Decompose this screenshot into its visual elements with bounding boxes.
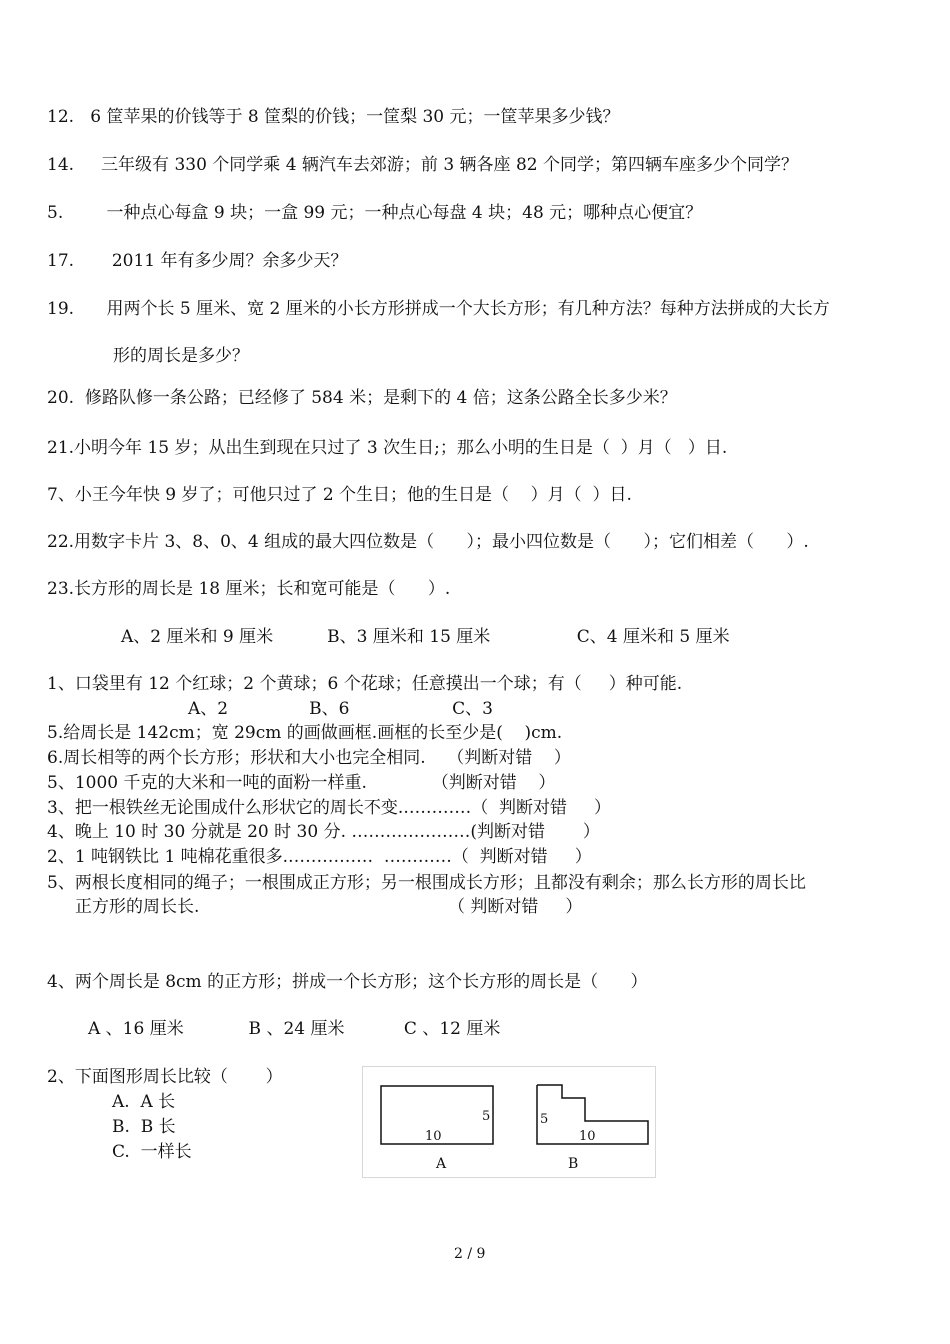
judge-5-ropes: 5、两根长度相同的绳子；一根围成正方形；另一根围成长方形；且都没有剩余；那么长方形的周长比 bbox=[47, 873, 806, 893]
shape-b-label: B bbox=[568, 1156, 579, 1172]
judge-6: 6.周长相等的两个长方形；形状和大小也完全相同. （判断对错 ） bbox=[47, 748, 571, 768]
option-b: B. B 长 bbox=[112, 1117, 176, 1137]
option-a: A. A 长 bbox=[112, 1092, 176, 1112]
question-19: 19. 用两个长 5 厘米、宽 2 厘米的小长方形拼成一个大长方形；有几种方法？每种方法拼成的大长方 bbox=[47, 299, 830, 319]
question-5-frame: 5.给周长是 142cm；宽 29cm 的画做画框.画框的长至少是( )cm. bbox=[47, 723, 563, 743]
judge-5: 5、1000 千克的大米和一吨的面粉一样重. （判断对错 ） bbox=[47, 773, 556, 793]
shape-a-width-label: 10 bbox=[425, 1129, 442, 1144]
judge-4: 4、晚上 10 时 30 分就是 20 时 30 分. …………………(判断对错 ） bbox=[47, 822, 600, 842]
question-7: 7、小王今年快 9 岁了；可他只过了 2 个生日；他的生日是（ ）月（ ）日. bbox=[47, 485, 632, 505]
question-12: 12. 6 筐苹果的价钱等于 8 筐梨的价钱；一筐梨 30 元；一筐苹果多少钱？ bbox=[47, 107, 620, 127]
shape-a-height-label: 5 bbox=[482, 1109, 491, 1124]
perimeter-figure-drawing bbox=[363, 1067, 655, 1177]
shape-b-width-label: 10 bbox=[579, 1129, 596, 1144]
question-4-options: A 、16 厘米 B 、24 厘米 C 、12 厘米 bbox=[88, 1019, 501, 1039]
shape-b-height-label: 5 bbox=[540, 1112, 549, 1127]
shape-a-label: A bbox=[436, 1156, 447, 1172]
page-number: 2 / 9 bbox=[454, 1246, 486, 1262]
question-20: 20. 修路队修一条公路；已经修了 584 米；是剩下的 4 倍；这条公路全长多少米？ bbox=[47, 388, 677, 408]
question-1-balls: 1、口袋里有 12 个红球；2 个黄球；6 个花球；任意摸出一个球；有（ ）种可能. bbox=[47, 674, 683, 694]
judge-2: 2、1 吨钢铁比 1 吨棉花重很多.…………… …………（ 判断对错 ） bbox=[47, 847, 592, 867]
question-2-compare: 2、下面图形周长比较（ ） bbox=[47, 1067, 283, 1087]
perimeter-figure bbox=[362, 1066, 656, 1178]
question-5-snacks: 5. 一种点心每盒 9 块；一盒 99 元；一种点心每盘 4 块；48 元；哪种点心便宜？ bbox=[47, 203, 703, 223]
option-c: C. 一样长 bbox=[112, 1142, 192, 1162]
question-17: 17. 2011 年有多少周？余多少天？ bbox=[47, 251, 348, 271]
question-23-options: A、2 厘米和 9 厘米 B、3 厘米和 15 厘米 C、4 厘米和 5 厘米 bbox=[121, 627, 730, 647]
judge-5-ropes-continued: 正方形的周长长. （ 判断对错 ） bbox=[75, 897, 583, 917]
question-1-options: A、2 B、6 C、3 bbox=[188, 699, 493, 719]
question-23: 23.长方形的周长是 18 厘米；长和宽可能是（ ）. bbox=[47, 579, 451, 599]
question-4-squares: 4、两个周长是 8cm 的正方形；拼成一个长方形；这个长方形的周长是（ ） bbox=[47, 972, 648, 992]
question-14: 14. 三年级有 330 个同学乘 4 辆汽车去郊游；前 3 辆各座 82 个同学；第四辆车座多少个同学？ bbox=[47, 155, 798, 175]
question-21: 21.小明今年 15 岁；从出生到现在只过了 3 次生日;；那么小明的生日是（ ）月（ ）日. bbox=[47, 438, 728, 458]
question-22: 22.用数字卡片 3、8、0、4 组成的最大四位数是（ ）；最小四位数是（ ）；它们相差（ ）. bbox=[47, 532, 809, 552]
judge-3: 3、把一根铁丝无论围成什么形状它的周长不变.…………（ 判断对错 ） bbox=[47, 798, 612, 818]
question-19-continued: 形的周长是多少？ bbox=[113, 346, 249, 366]
